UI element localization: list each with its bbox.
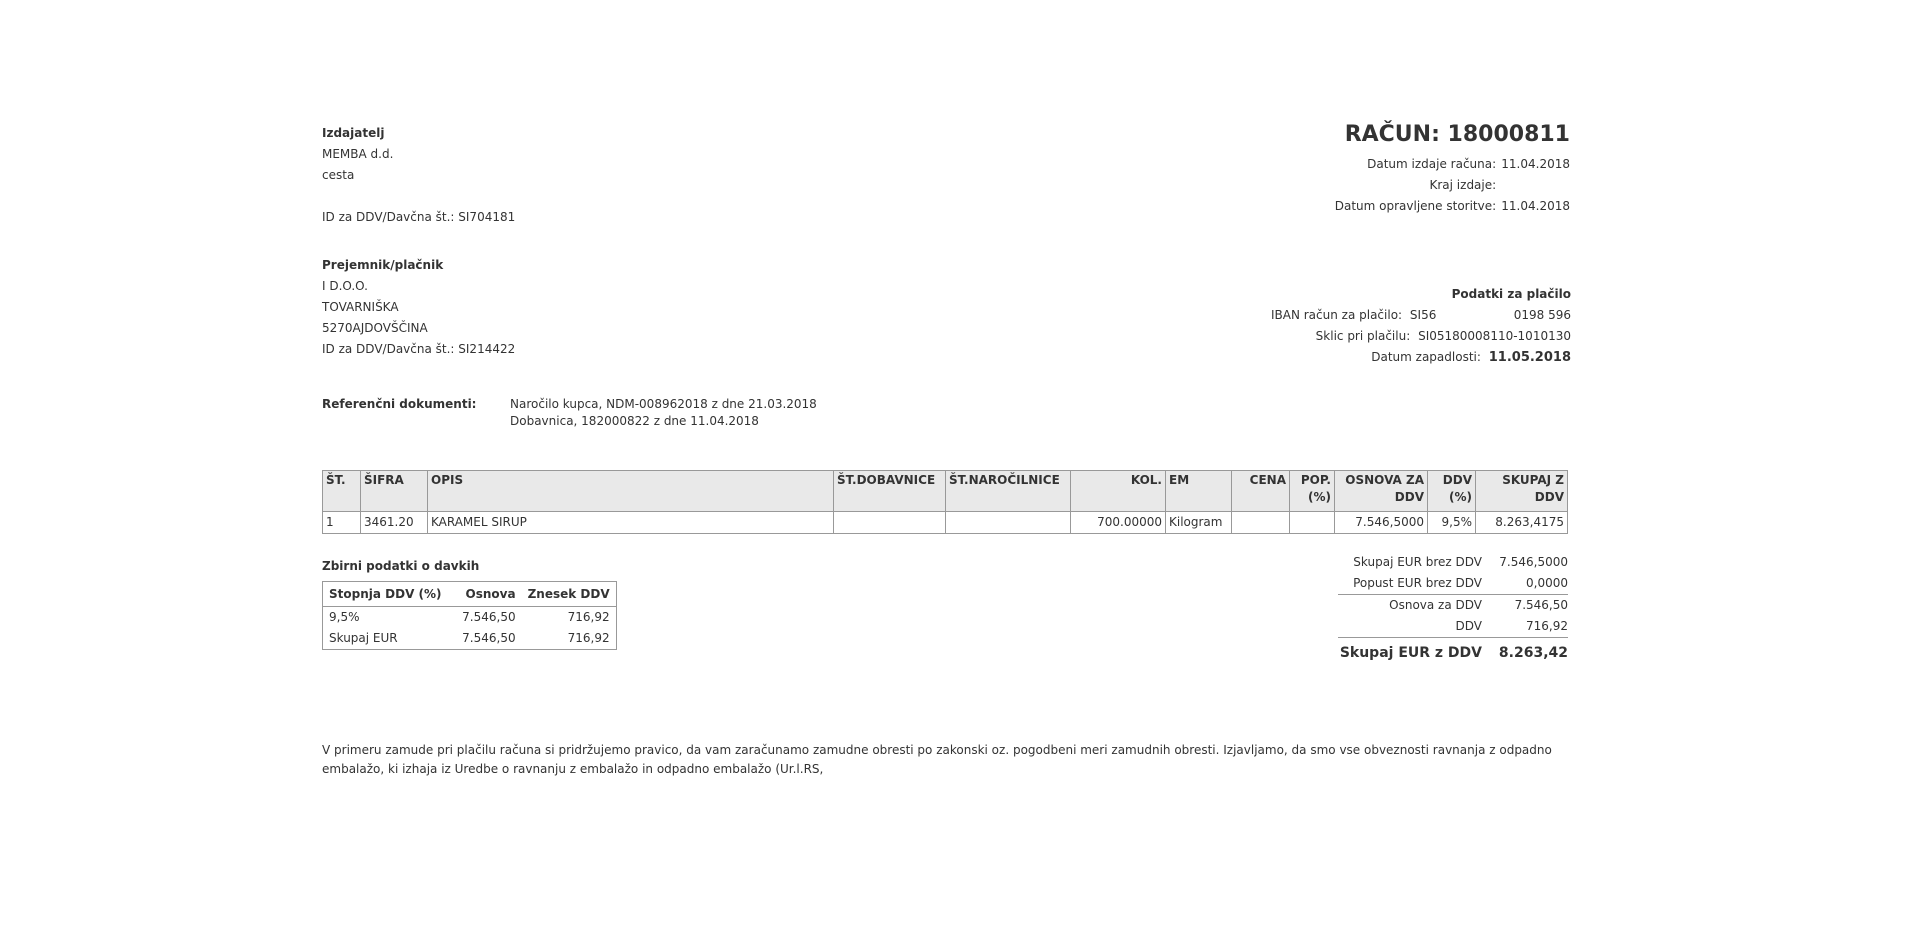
totals-value: 716,92 <box>1526 619 1568 633</box>
col-header: ŠT.NAROČILNICE <box>946 471 1071 512</box>
payment-heading: Podatki za plačilo <box>1451 287 1571 301</box>
references-list <box>510 396 817 430</box>
tax-summary-heading: Zbirni podatki o davkih <box>322 559 480 573</box>
table-row <box>323 512 1568 534</box>
invoice-dates <box>1335 154 1570 217</box>
tax-col-header: Osnova <box>448 582 522 607</box>
recipient-vat-id: ID za DDV/Davčna št.: SI214422 <box>322 342 516 356</box>
totals-label: Skupaj EUR brez DDV <box>1353 555 1482 569</box>
col-header: KOL. <box>1071 471 1166 512</box>
invoice-title: RAČUN: 18000811 <box>1344 122 1570 147</box>
items-table <box>322 470 1568 534</box>
tax-base: 7.546,50 <box>462 610 516 624</box>
totals-label: Popust EUR brez DDV <box>1353 576 1482 590</box>
recipient-heading: Prejemnik/plačnik <box>322 258 444 272</box>
cell-discount <box>1290 512 1335 534</box>
items-header-row <box>323 471 1568 512</box>
cell-quantity: 700.00000 <box>1071 512 1166 534</box>
issue-date-label: Datum izdaje računa: <box>1367 157 1497 171</box>
issuer-street: cesta <box>322 168 355 182</box>
tax-col-header: Znesek DDV <box>522 582 617 607</box>
issuer-name: MEMBA d.d. <box>322 147 394 161</box>
col-header: ŠT. <box>323 471 361 512</box>
totals-value: 0,0000 <box>1526 576 1568 590</box>
recipient-city: 5270AJDOVŠČINA <box>322 321 428 335</box>
col-header: EM <box>1166 471 1232 512</box>
col-header: OSNOVA ZA DDV <box>1335 471 1428 512</box>
iban-row <box>1271 305 1571 326</box>
cell-description: KARAMEL SIRUP <box>428 512 834 534</box>
recipient-name: I D.O.O. <box>322 279 368 293</box>
col-header: CENA <box>1232 471 1290 512</box>
totals-row <box>1338 573 1568 595</box>
references-label: Referenčni dokumenti: <box>322 397 477 411</box>
cell-number: 1 <box>323 512 361 534</box>
payment-reference-value: SI05180008110-1010130 <box>1418 329 1571 343</box>
issue-date-row <box>1335 154 1570 175</box>
recipient-block <box>322 255 515 360</box>
issuer-block <box>322 123 515 228</box>
cell-code: 3461.20 <box>361 512 428 534</box>
cell-unit: Kilogram <box>1166 512 1232 534</box>
payment-reference-label: Sklic pri plačilu: <box>1315 329 1411 343</box>
iban-suffix: 0198 596 <box>1513 308 1571 322</box>
tax-rate: Skupaj EUR <box>329 631 398 645</box>
tax-summary-table <box>322 581 617 650</box>
due-date-row <box>1271 347 1571 368</box>
due-date-label: Datum zapadlosti: <box>1371 350 1481 364</box>
tax-amount: 716,92 <box>567 631 610 645</box>
payment-block <box>1271 284 1571 368</box>
cell-vat-rate: 9,5% <box>1428 512 1476 534</box>
totals-label: Osnova za DDV <box>1389 598 1482 612</box>
cell-delivery-note <box>834 512 946 534</box>
table-row <box>323 607 617 629</box>
issue-date-value: 11.04.2018 <box>1501 157 1570 171</box>
col-header: ŠT.DOBAVNICE <box>834 471 946 512</box>
grand-total-label: Skupaj EUR z DDV <box>1339 645 1482 661</box>
cell-total: 8.263,4175 <box>1476 512 1568 534</box>
reference-line: Naročilo kupca, NDM-008962018 z dne 21.03.2018 <box>510 397 817 411</box>
col-header: SKUPAJ Z DDV <box>1476 471 1568 512</box>
totals-row <box>1338 616 1568 638</box>
table-row <box>323 628 617 650</box>
cell-price <box>1232 512 1290 534</box>
tax-header-row <box>323 582 617 607</box>
col-header: OPIS <box>428 471 834 512</box>
tax-col-header: Stopnja DDV (%) <box>323 582 448 607</box>
iban-prefix: SI56 <box>1409 308 1437 322</box>
recipient-street: TOVARNIŠKA <box>322 300 399 314</box>
place-label: Kraj izdaje: <box>1429 178 1497 192</box>
grand-total-value: 8.263,42 <box>1498 645 1568 661</box>
totals-row <box>1338 595 1568 616</box>
totals-block <box>1338 552 1568 666</box>
totals-label: DDV <box>1455 619 1482 633</box>
col-header: ŠIFRA <box>361 471 428 512</box>
issuer-heading: Izdajatelj <box>322 126 385 140</box>
cell-order-number <box>946 512 1071 534</box>
totals-value: 7.546,50 <box>1514 598 1568 612</box>
col-header: DDV (%) <box>1428 471 1476 512</box>
iban-label: IBAN račun za plačilo: <box>1270 308 1403 322</box>
cell-vat-base: 7.546,5000 <box>1335 512 1428 534</box>
service-date-value: 11.04.2018 <box>1501 199 1570 213</box>
due-date-value: 11.05.2018 <box>1488 350 1571 365</box>
grand-total-row <box>1338 638 1568 666</box>
col-header: POP. (%) <box>1290 471 1335 512</box>
reference-line: Dobavnica, 182000822 z dne 11.04.2018 <box>510 414 759 428</box>
footer-note: V primeru zamude pri plačilu računa si pridržujemo pravico, da vam zaračunamo zamudne obresti po zakonski oz. pogodbeni meri zamudnih obresti. Izjavljamo, da smo vse obveznosti ravnanja z odpadno embalažo, ki izhaja iz Uredbe o ravnanju z embalažo in odpadno embalažo (Ur.l.RS, <box>322 743 1552 776</box>
totals-value: 7.546,5000 <box>1499 555 1568 569</box>
tax-base: 7.546,50 <box>462 631 516 645</box>
service-date-row <box>1335 196 1570 217</box>
service-date-label: Datum opravljene storitve: <box>1334 199 1497 213</box>
place-row <box>1335 175 1570 196</box>
issuer-vat-id: ID za DDV/Davčna št.: SI704181 <box>322 210 516 224</box>
totals-row <box>1338 552 1568 573</box>
payment-reference-row <box>1271 326 1571 347</box>
tax-rate: 9,5% <box>329 610 360 624</box>
tax-amount: 716,92 <box>567 610 610 624</box>
